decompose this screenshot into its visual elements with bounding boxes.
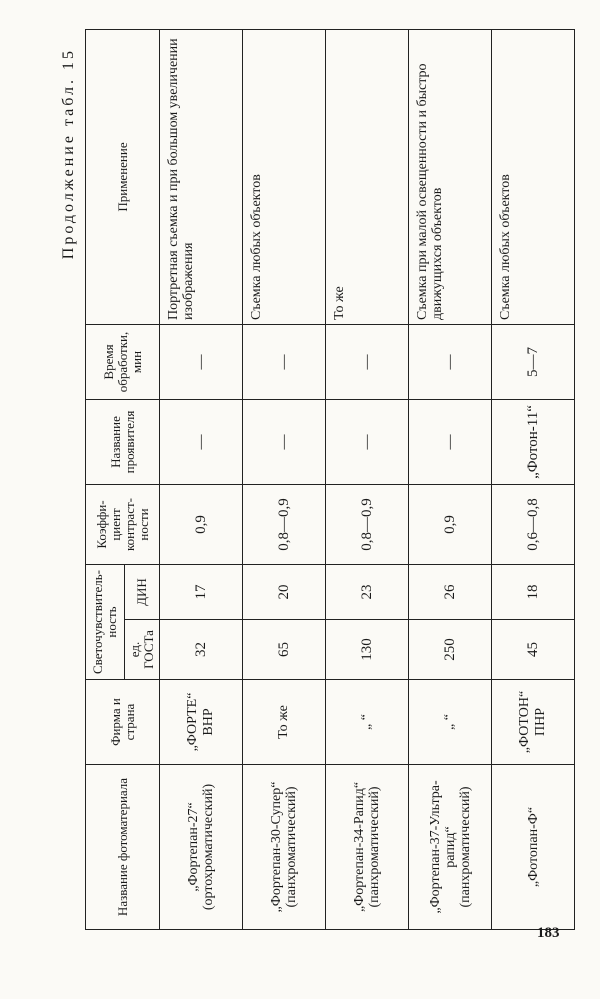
cell-din: 23 — [326, 565, 409, 620]
cell-firm: „ “ — [409, 680, 492, 765]
cell-gost: 45 — [492, 620, 575, 680]
cell-developer: — — [409, 400, 492, 485]
page-number: 183 — [537, 925, 560, 941]
cell-firm: „ФОТОН“ ПНР — [492, 680, 575, 765]
header-time: Время обработки, мин — [86, 325, 160, 400]
cell-contrast: 0,9 — [160, 485, 243, 565]
cell-firm: То же — [243, 680, 326, 765]
cell-firm: „ФОРТЕ“ ВНР — [160, 680, 243, 765]
cell-use: Портретная съемка и при большом увеличении изображения — [160, 30, 243, 325]
header-sensitivity: Светочувствитель-ность — [86, 565, 125, 680]
cell-time: — — [326, 325, 409, 400]
table-row — [326, 30, 409, 930]
table-caption: Продолжение табл. 15 — [60, 48, 77, 260]
cell-contrast: 0,8—0,9 — [243, 485, 326, 565]
cell-din: 20 — [243, 565, 326, 620]
header-name: Название фотоматериала — [86, 765, 160, 930]
cell-time: — — [243, 325, 326, 400]
cell-name: „Фортепан-37-Ультра-рапид“ (панхроматический) — [409, 765, 492, 930]
cell-contrast: 0,9 — [409, 485, 492, 565]
rotated-page — [60, 30, 560, 930]
table-frame — [85, 30, 560, 930]
header-row — [86, 30, 125, 930]
header-contrast: Коэффи-циент контраст-ности — [86, 485, 160, 565]
cell-time: 5—7 — [492, 325, 575, 400]
cell-name: „Фортепан-30-Супер“ (панхроматический) — [243, 765, 326, 930]
header-din: ДИН — [125, 565, 160, 620]
header-developer: Название проявителя — [86, 400, 160, 485]
header-firm: Фирма и страна — [86, 680, 160, 765]
cell-developer: — — [326, 400, 409, 485]
cell-gost: 32 — [160, 620, 243, 680]
table-row — [243, 30, 326, 930]
header-use: Применение — [86, 30, 160, 325]
cell-din: 18 — [492, 565, 575, 620]
table-row — [492, 30, 575, 930]
table-row — [160, 30, 243, 930]
cell-gost: 250 — [409, 620, 492, 680]
cell-time: — — [409, 325, 492, 400]
cell-contrast: 0,8—0,9 — [326, 485, 409, 565]
cell-developer: — — [160, 400, 243, 485]
film-table — [85, 29, 575, 930]
cell-din: 17 — [160, 565, 243, 620]
cell-name: „Фотопан-Ф“ — [492, 765, 575, 930]
cell-contrast: 0,6—0,8 — [492, 485, 575, 565]
cell-use: То же — [326, 30, 409, 325]
cell-time: — — [160, 325, 243, 400]
cell-use: Съемка при малой освещенности и быстро движущихся объектов — [409, 30, 492, 325]
cell-developer: — — [243, 400, 326, 485]
cell-use: Съемка любых объектов — [492, 30, 575, 325]
cell-developer: „Фотон-11“ — [492, 400, 575, 485]
cell-name: „Фортепан-27“ (ортохроматический) — [160, 765, 243, 930]
cell-gost: 65 — [243, 620, 326, 680]
cell-name: „Фортепан-34-Рапид“ (панхроматический) — [326, 765, 409, 930]
cell-use: Съемка любых объектов — [243, 30, 326, 325]
header-gost: ед. ГОСТа — [125, 620, 160, 680]
cell-gost: 130 — [326, 620, 409, 680]
cell-din: 26 — [409, 565, 492, 620]
cell-firm: „ “ — [326, 680, 409, 765]
table-row — [409, 30, 492, 930]
